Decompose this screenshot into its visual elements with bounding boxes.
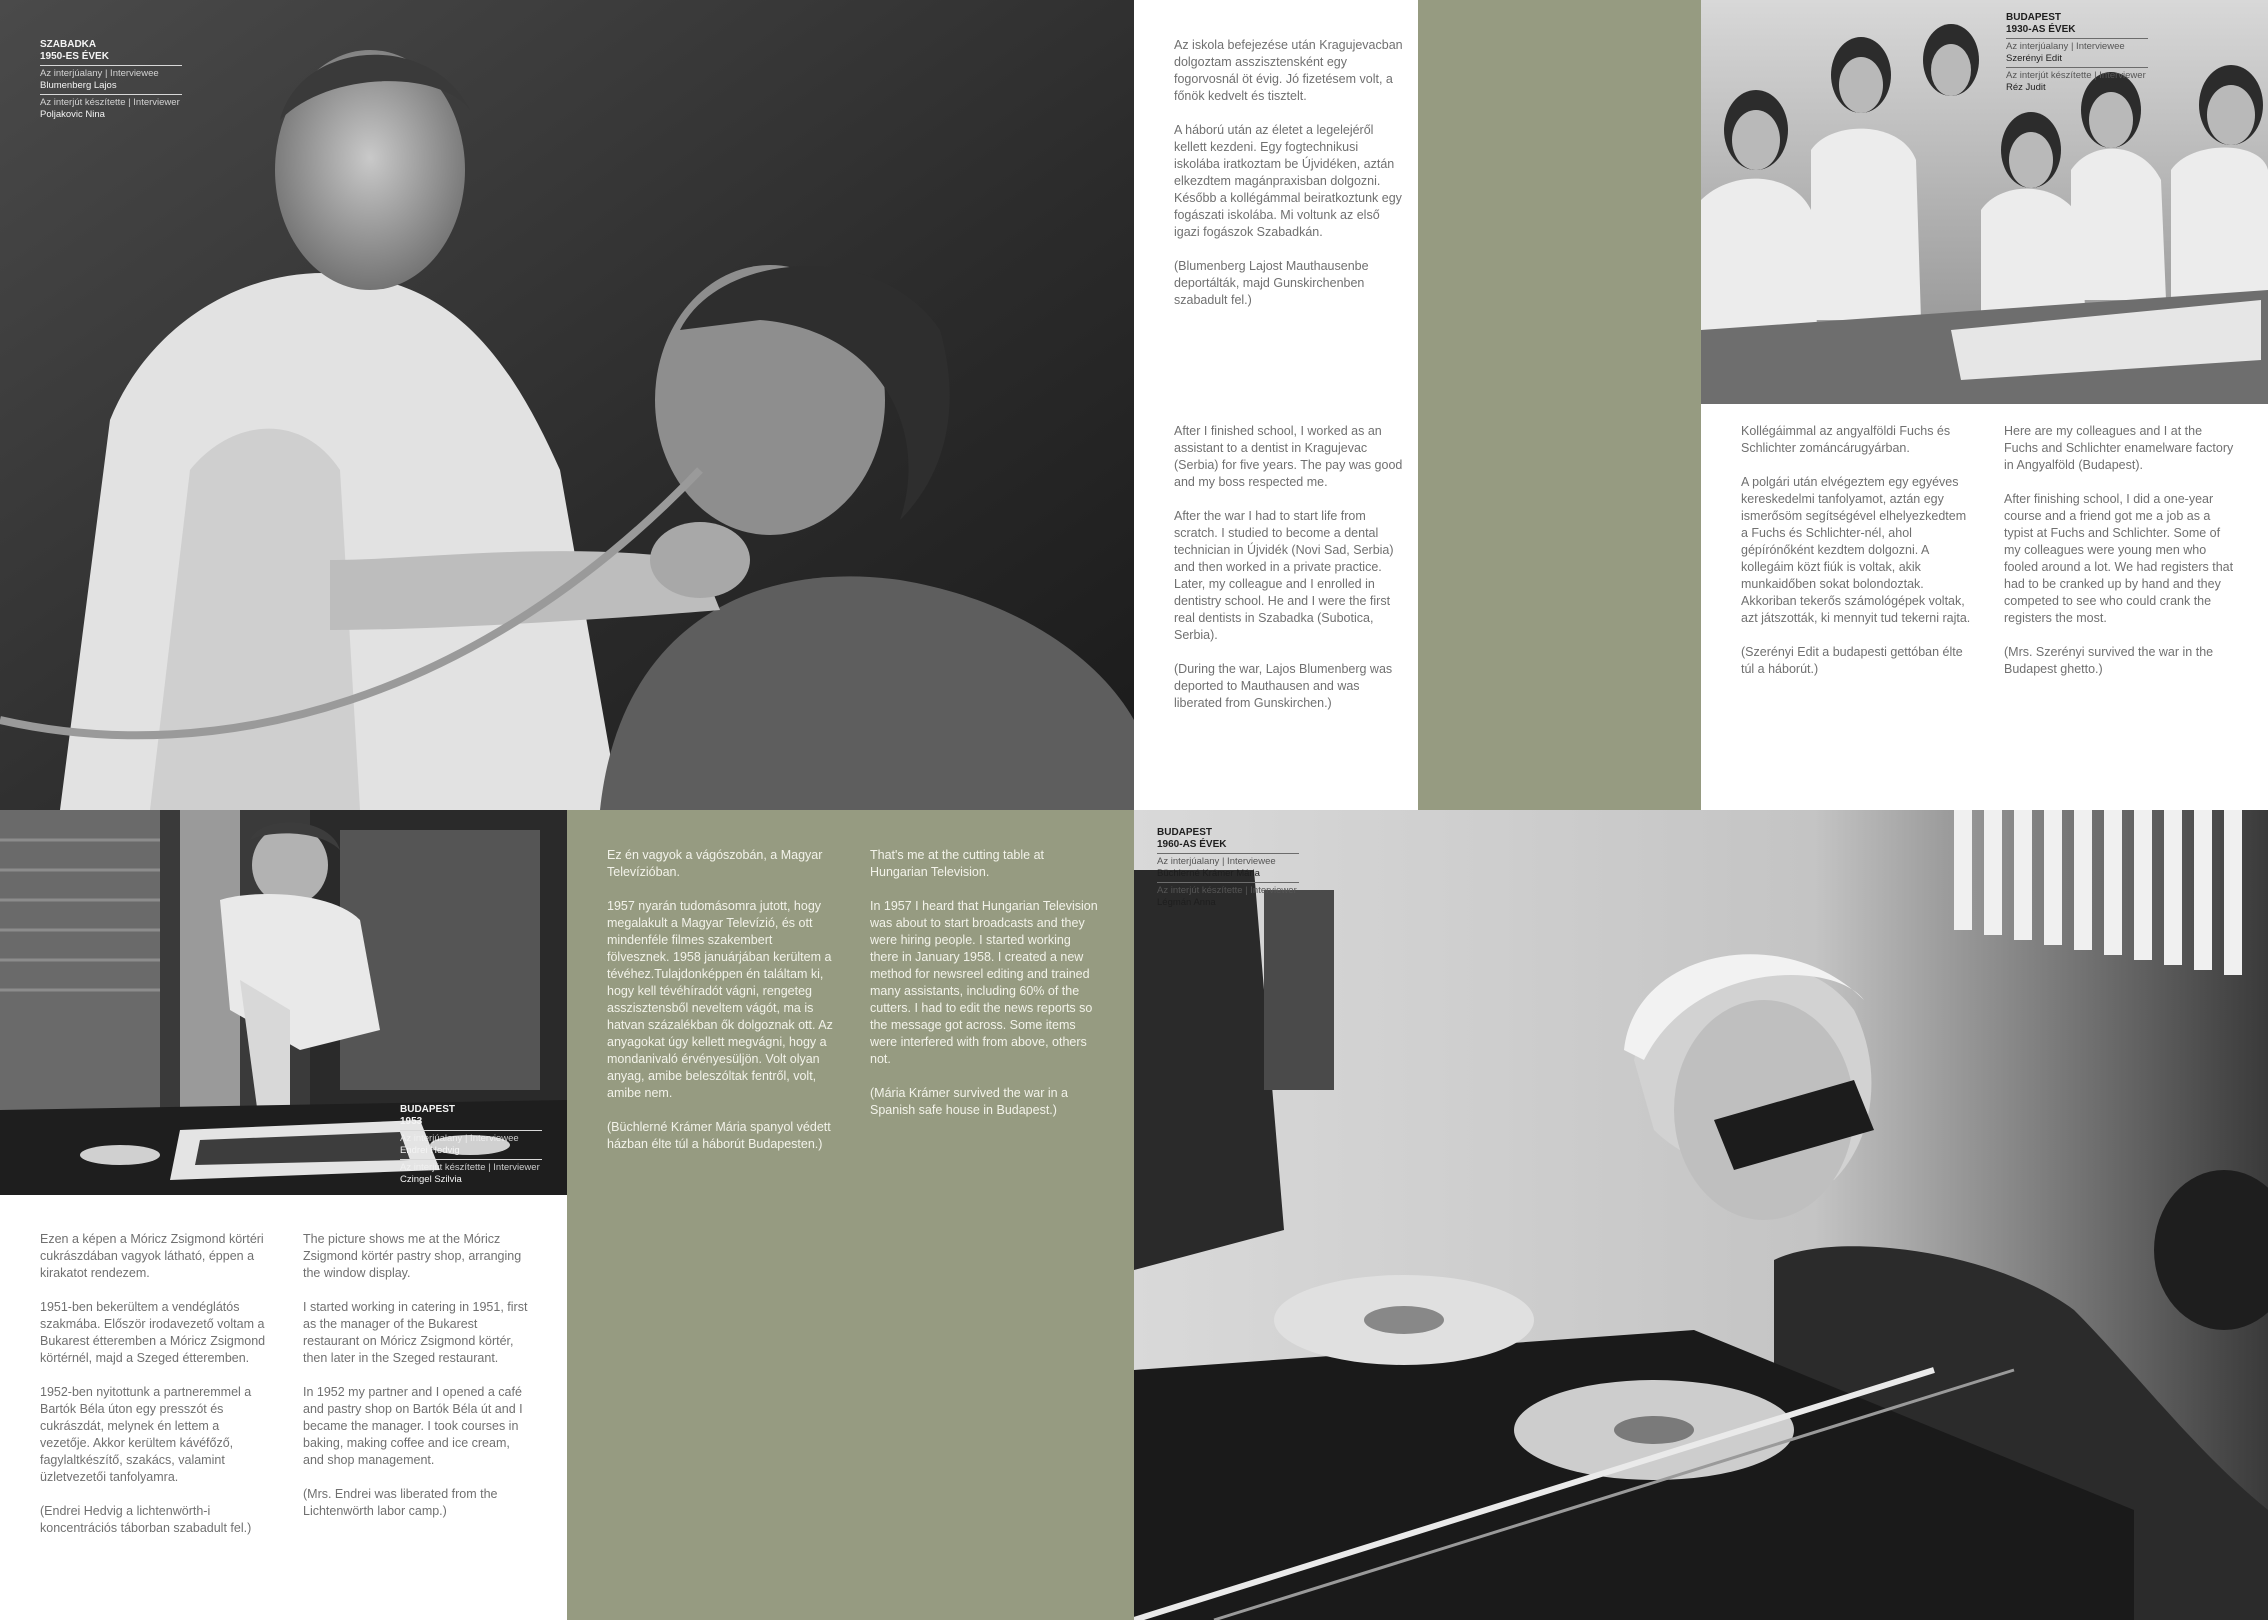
film-editor-caption bbox=[1157, 827, 1299, 909]
typists-photo-image bbox=[1701, 0, 2268, 404]
caption-interviewer-role: Az interjút készítette | Interviewer bbox=[2006, 70, 2146, 81]
caption-interviewee: Szerényi Edit bbox=[2006, 53, 2062, 64]
paragraph: Here are my colleagues and I at the Fuchs and Schlichter enamelware factory in Angyalföld (Budapest). bbox=[2004, 424, 2234, 472]
dentist-text-en bbox=[1174, 423, 1404, 712]
paragraph: After finishing school, I did a one-year course and a friend got me a job as a typist at Fuchs and Schlichter. Some of my colleagues were young men who fooled around a lot. We had registers that had to be cranked up by hand and they competed to see who could crank the registers the most. bbox=[2004, 492, 2234, 625]
typists-caption bbox=[2006, 12, 2148, 94]
caption-interviewer: Réz Judit bbox=[2006, 82, 2046, 93]
caption-interviewee-role: Az interjúalany | Interviewee bbox=[2006, 41, 2125, 52]
caption-divider bbox=[40, 65, 182, 66]
caption-period: 1950-ES ÉVEK bbox=[40, 51, 109, 62]
paragraph: (Mrs. Szerényi survived the war in the Budapest ghetto.) bbox=[2004, 645, 2214, 676]
paragraph: (Büchlerné Krámer Mária spanyol védett házban élte túl a háborút Budapesten.) bbox=[607, 1120, 831, 1151]
pastry-text-en bbox=[303, 1231, 531, 1520]
caption-divider bbox=[40, 94, 182, 95]
paragraph: I started working in catering in 1951, first as the manager of the Bukarest restaurant on Móricz Zsigmond körtér, then later in the Szeged restaurant. bbox=[303, 1300, 528, 1365]
television-text-block bbox=[567, 810, 1134, 1620]
film-editor-photo bbox=[1134, 810, 2268, 1620]
paragraph: Kollégáimmal az angyalföldi Fuchs és Schlichter zománcárugyárban. bbox=[1741, 424, 1951, 455]
caption-period: 1960-AS ÉVEK bbox=[1157, 839, 1227, 850]
typist-text-hu bbox=[1741, 423, 1971, 678]
paragraph: In 1957 I heard that Hungarian Television was about to start broadcasts and they were hiring people. I started working there in January 1958. I created a new method for newsreel editing and trained many assistants, including 60% of the cutters. I had to edit the news reports so the message got across. Some items were interfered with from above, others not. bbox=[870, 899, 1098, 1066]
paragraph: After the war I had to start life from scratch. I studied to become a dental technician in Újvidék (Novi Sad, Serbia) and then worked in a private practice. Later, my colleague and I enrolled in dentistry school. He and I were the first real dentists in Szabadka (Subotica, Serbia). bbox=[1174, 509, 1394, 642]
paragraph: In 1952 my partner and I opened a café and pastry shop on Bartók Béla út and I became the manager. I took courses in baking, making coffee and ice cream, and shop management. bbox=[303, 1385, 523, 1467]
paragraph: (Szerényi Edit a budapesti gettóban élte túl a háborút.) bbox=[1741, 645, 1963, 676]
caption-period: 1953 bbox=[400, 1116, 423, 1127]
caption-divider bbox=[2006, 38, 2148, 39]
typist-text-en bbox=[2004, 423, 2234, 678]
caption-location: BUDAPEST bbox=[2006, 12, 2062, 23]
pastry-caption bbox=[400, 1104, 542, 1186]
caption-location: SZABADKA bbox=[40, 39, 97, 50]
caption-interviewer-role: Az interjút készítette | Interviewer bbox=[400, 1162, 540, 1173]
paragraph: Ezen a képen a Móricz Zsigmond körtéri cukrászdában vagyok látható, éppen a kirakatot rendezem. bbox=[40, 1232, 264, 1280]
caption-interviewee-role: Az interjúalany | Interviewee bbox=[40, 68, 159, 79]
caption-divider bbox=[400, 1130, 542, 1131]
paragraph: A polgári után elvégeztem egy egyéves kereskedelmi tanfolyamot, aztán egy ismerősöm segítségével elhelyezkedtem a Fuchs és Schlichter-nél, ahol gépírónőként kezdtem dolgozni. A kollegáim közt fiúk is voltak, akik munkaidőben sokat bolondoztak. Akkoriban tekerős számológépek voltak, azt játszották, ki mennyit tud tekerni rajta. bbox=[1741, 475, 1971, 625]
paragraph: (Mária Krámer survived the war in a Spanish safe house in Budapest.) bbox=[870, 1086, 1068, 1117]
caption-interviewer-role: Az interjút készítette | Interviewer bbox=[40, 97, 180, 108]
pastry-photo bbox=[0, 810, 567, 1195]
typists-photo bbox=[1701, 0, 2268, 404]
caption-divider bbox=[2006, 67, 2148, 68]
caption-location: BUDAPEST bbox=[1157, 827, 1213, 838]
paragraph: That's me at the cutting table at Hungarian Television. bbox=[870, 848, 1045, 879]
dentist-photo bbox=[0, 0, 1134, 810]
paragraph: (During the war, Lajos Blumenberg was deported to Mauthausen and was liberated from Gunskirchen.) bbox=[1174, 662, 1393, 710]
dentist-text-hu bbox=[1174, 37, 1404, 309]
caption-interviewee: Blumenberg Lajos bbox=[40, 80, 117, 91]
caption-interviewer: Légmán Anna bbox=[1157, 897, 1216, 908]
paragraph: (Mrs. Endrei was liberated from the Lichtenwörth labor camp.) bbox=[303, 1487, 498, 1518]
caption-period: 1930-AS ÉVEK bbox=[2006, 24, 2076, 35]
caption-interviewee-role: Az interjúalany | Interviewee bbox=[400, 1133, 519, 1144]
dentist-caption bbox=[40, 39, 182, 121]
caption-divider bbox=[1157, 853, 1299, 854]
paragraph: After I finished school, I worked as an assistant to a dentist in Kragujevac (Serbia) for five years. The pay was good and my boss respected me. bbox=[1174, 424, 1403, 489]
paragraph: The picture shows me at the Móricz Zsigmond körtér pastry shop, arranging the window display. bbox=[303, 1232, 522, 1280]
caption-location: BUDAPEST bbox=[400, 1104, 456, 1115]
paragraph: A háború után az életet a legelejéről kellett kezdeni. Egy fogtechnikusi iskolába iratkoztam be Újvidéken, aztán elkezdtem magánpraxisban dolgozni. Később a kollégámmal beiratkoztunk egy fogászati iskolába. Mi voltunk az első igazi fogászok Szabadkán. bbox=[1174, 123, 1402, 239]
paragraph: Ez én vagyok a vágószobán, a Magyar Televízióban. bbox=[607, 848, 823, 879]
caption-interviewer: Poljakovic Nina bbox=[40, 109, 105, 120]
caption-interviewee-role: Az interjúalany | Interviewee bbox=[1157, 856, 1276, 867]
paragraph: 1957 nyarán tudomásomra jutott, hogy megalakult a Magyar Televízió, és ott mindenféle filmes szakembert fölvesznek. 1958 januárjában kerültem a tévéhez.Tulajdonképpen én találtam ki, hogy kell tévéhíradót vágni, rengeteg asszisztensből neveltem vágót, ma is hatvan százalékban ők dolgoznak ott. Az anyagokat úgy kellett megvágni, hogy a mondanivaló érvényesüljön. Volt olyan anyag, amibe beleszóltak fentről, volt, amibe nem. bbox=[607, 899, 833, 1100]
caption-interviewee: Endrei Hedvig bbox=[400, 1145, 460, 1156]
caption-divider bbox=[400, 1159, 542, 1160]
television-text-hu bbox=[607, 847, 835, 1153]
paragraph: (Endrei Hedvig a lichtenwörth-i koncentrációs táborban szabadult fel.) bbox=[40, 1504, 252, 1535]
olive-stripe bbox=[1418, 0, 1701, 810]
caption-divider bbox=[1157, 882, 1299, 883]
paragraph: Az iskola befejezése után Kragujevacban dolgoztam asszisztensként egy fogorvosnál öt évig. Jó fizetésem volt, a főnök kedvelt és tisztelt. bbox=[1174, 38, 1403, 103]
paragraph: (Blumenberg Lajost Mauthausenbe deportálták, majd Gunskirchenben szabadult fel.) bbox=[1174, 259, 1369, 307]
television-text-en bbox=[870, 847, 1098, 1119]
paragraph: 1952-ben nyitottunk a partneremmel a Bartók Béla úton egy presszót és cukrászdát, melynek én lettem a vezetője. Akkor kerültem kávéfőző, fagylaltkészítő, szakács, valamint üzletvezetői tanfolyamra. bbox=[40, 1385, 252, 1484]
dentist-photo-image bbox=[0, 0, 1134, 810]
paragraph: 1951-ben bekerültem a vendéglátós szakmába. Először irodavezető voltam a Bukarest étteremben a Móricz Zsigmond körtérnél, majd a Szeged étteremben. bbox=[40, 1300, 266, 1365]
caption-interviewer: Czingel Szilvia bbox=[400, 1174, 462, 1185]
film-editor-photo-image bbox=[1134, 810, 2268, 1620]
caption-interviewee: Büchlerné Krámer Mária bbox=[1157, 868, 1260, 879]
caption-interviewer-role: Az interjút készítette | Interviewer bbox=[1157, 885, 1297, 896]
pastry-text-hu bbox=[40, 1231, 266, 1537]
